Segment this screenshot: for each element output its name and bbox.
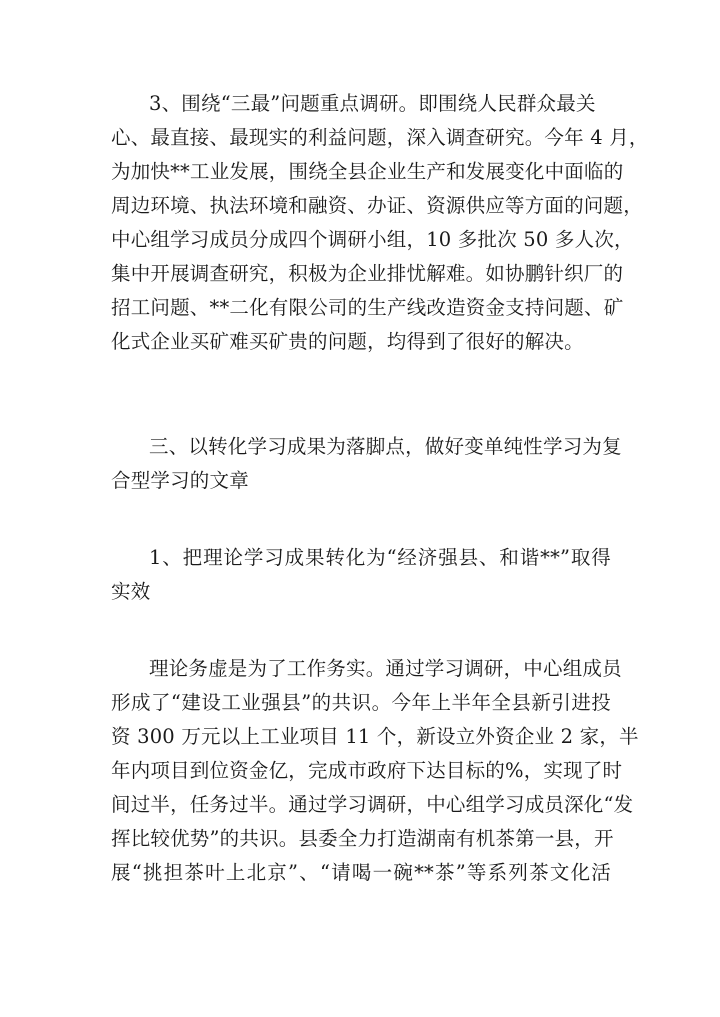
- text-line: 化式企业买矿难买矿贵的问题，均得到了很好的解决。: [111, 330, 584, 353]
- text-line: 周边环境、执法环境和融资、办证、资源供应等方面的问题，: [111, 194, 643, 217]
- text-line: 挥比较优势”的共识。县委全力打造湖南有机茶第一县，开: [111, 827, 614, 850]
- text-line: 3、围绕“三最”问题重点调研。即围绕人民群众最关: [149, 92, 596, 115]
- text-line: 心、最直接、最现实的利益问题，深入调查研究。今年 4 月，: [111, 126, 649, 149]
- paragraph-research-focus: [111, 87, 649, 359]
- text-line: 实效: [111, 580, 151, 603]
- section-heading-three: [111, 430, 622, 498]
- text-line: 合型学习的文章: [111, 469, 249, 492]
- text-line: 形成了“建设工业强县”的共识。今年上半年全县新引进投: [111, 691, 611, 714]
- text-line: 招工问题、**二化有限公司的生产线改造资金支持问题、矿: [111, 296, 624, 319]
- text-line: 中心组学习成员分成四个调研小组，10 多批次 50 多人次，: [111, 228, 634, 251]
- text-line: 理论务虚是为了工作务实。通过学习调研，中心组成员: [149, 657, 622, 680]
- text-line: 资 300 万元以上工业项目 11 个，新设立外资企业 2 家，半: [111, 725, 639, 748]
- paragraph-theory-practice: [111, 652, 639, 890]
- text-line: 三、以转化学习成果为落脚点，做好变单纯性学习为复: [149, 435, 622, 458]
- text-line: 年内项目到位资金亿，完成市政府下达目标的%，实现了时: [111, 759, 623, 782]
- text-line: 1、把理论学习成果转化为“经济强县、和谐**”取得: [149, 546, 611, 569]
- text-line: 展“挑担茶叶上北京”、“请喝一碗**茶”等系列茶文化活: [111, 861, 611, 884]
- text-line: 集中开展调查研究，积极为企业排忧解难。如协鹏针织厂的: [111, 262, 624, 285]
- text-line: 间过半，任务过半。通过学习调研，中心组学习成员深化“发: [111, 793, 634, 816]
- subsection-heading-one: [111, 541, 611, 609]
- text-line: 为加快**工业发展，围绕全县企业生产和发展变化中面临的: [111, 160, 624, 183]
